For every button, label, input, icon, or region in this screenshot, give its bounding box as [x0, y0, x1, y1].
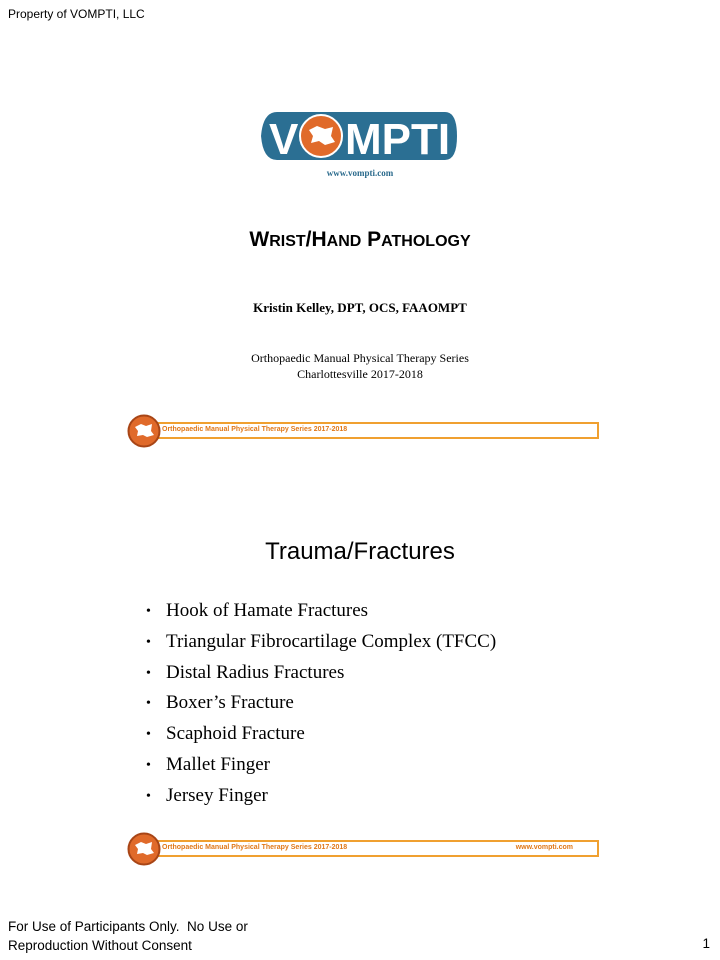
slide-title-trauma: Trauma/Fractures — [265, 538, 455, 565]
page-number: 1 — [702, 936, 710, 951]
list-item — [146, 688, 496, 719]
title-part: /H — [305, 228, 327, 251]
bullet-icon: • — [146, 727, 151, 743]
usage-notice-line: For Use of Participants Only. No Use or — [8, 919, 248, 934]
title-part: P — [361, 228, 382, 251]
footer-bar-url: www.vompti.com — [515, 844, 573, 851]
footer-bar-text: Orthopaedic Manual Physical Therapy Series 2017-2018 — [162, 426, 348, 433]
usage-notice — [8, 917, 248, 955]
bullet-icon: • — [146, 665, 151, 681]
bullet-icon: • — [146, 696, 151, 712]
svg-text:V: V — [269, 115, 299, 162]
fracture-list — [146, 596, 496, 812]
bullet-icon: • — [146, 634, 151, 650]
list-item-text: Distal Radius Fractures — [166, 661, 345, 683]
list-item-text: Boxer’s Fracture — [166, 692, 294, 714]
list-item-text: Scaphoid Fracture — [166, 723, 305, 745]
list-item — [146, 596, 496, 627]
vompti-badge-icon — [127, 414, 161, 448]
slide2-footer-bar — [148, 840, 599, 857]
logo-url: www.vompti.com — [326, 168, 394, 178]
series-name: Orthopaedic Manual Physical Therapy Series — [251, 351, 469, 365]
property-notice: Property of VOMPTI, LLC — [8, 7, 145, 21]
slide1-footer-bar — [148, 422, 599, 439]
list-item-text: Jersey Finger — [166, 784, 268, 806]
title-part: W — [249, 228, 270, 251]
list-item-text: Triangular Fibrocartilage Complex (TFCC) — [166, 630, 497, 652]
vompti-logo — [259, 110, 459, 162]
bullet-icon: • — [146, 757, 151, 773]
bullet-icon: • — [146, 604, 151, 619]
list-item-text: Hook of Hamate Fractures — [166, 600, 369, 621]
bullet-icon: • — [146, 788, 151, 804]
series-location: Charlottesville 2017-2018 — [297, 367, 423, 381]
vompti-badge-icon — [127, 832, 161, 866]
author-line: Kristin Kelley, DPT, OCS, FAAOMPT — [253, 300, 467, 315]
svg-text:MPTI: MPTI — [345, 115, 451, 162]
list-item — [146, 781, 496, 812]
list-item — [146, 750, 496, 781]
usage-notice-line: Reproduction Without Consent — [8, 938, 192, 953]
list-item — [146, 658, 496, 689]
slide-title-wrist-hand — [0, 228, 720, 252]
title-part: RIST — [269, 233, 306, 250]
list-item-text: Mallet Finger — [166, 753, 270, 775]
title-part: AND — [326, 233, 362, 250]
list-item — [146, 627, 496, 658]
list-item — [146, 719, 496, 750]
series-info — [0, 350, 720, 382]
title-part: ATHOLOGY — [381, 233, 471, 250]
footer-bar-text: Orthopaedic Manual Physical Therapy Series 2017-2018 — [162, 844, 348, 851]
